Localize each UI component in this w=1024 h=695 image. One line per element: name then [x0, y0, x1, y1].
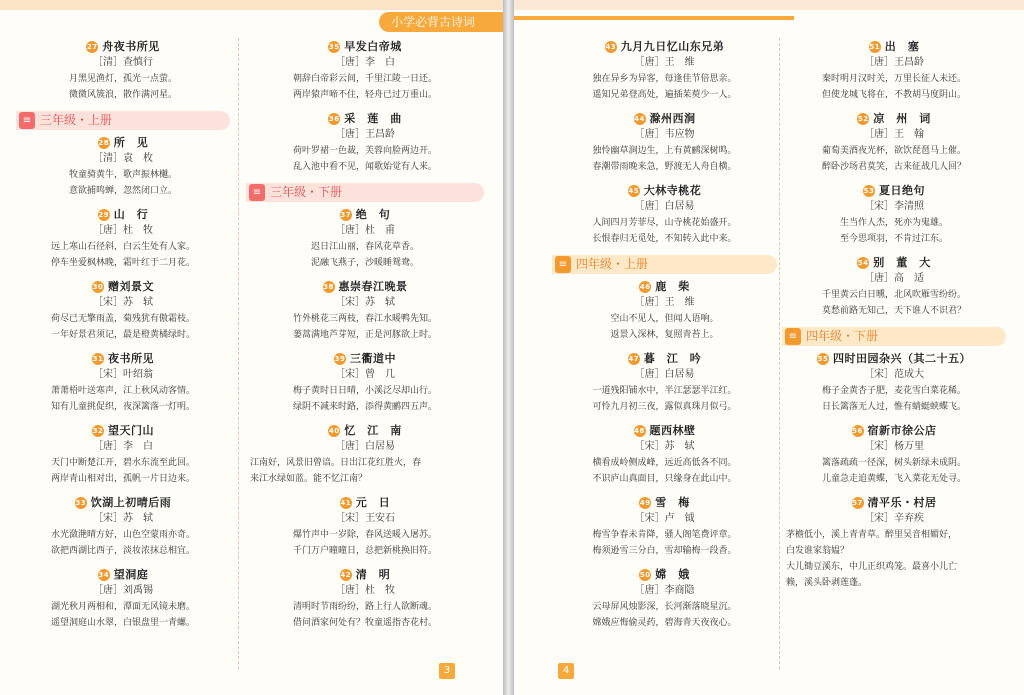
- poem-author: ［唐］王 维: [634, 57, 695, 68]
- poem-title: [782, 350, 1006, 367]
- poem-number-badge: 31: [92, 355, 104, 363]
- poem-title-text: 大林寺桃花: [643, 184, 702, 197]
- poem-title-text: 清 明: [355, 568, 391, 581]
- column-divider: [779, 38, 780, 669]
- poem-entry: [782, 350, 1006, 415]
- grade-label: 四年级・下册: [806, 329, 879, 343]
- poem-author: ［唐］白居易: [634, 369, 695, 380]
- poem-number-badge: 48: [634, 427, 645, 435]
- poem-line: 梅雪争春未肯降，骚人阁笔费评章。: [592, 530, 737, 540]
- poem-number-badge: 51: [869, 43, 881, 51]
- book-icon: ≡: [249, 184, 265, 201]
- poem-line: 两岸青山相对出，孤帆一片日边来。: [50, 474, 195, 484]
- poem-line: 意欲捕鸣蝉，忽然闭口立。: [68, 186, 177, 196]
- poem-title: [16, 566, 230, 583]
- poem-line: 生当作人杰，死亦为鬼雄。: [839, 218, 948, 228]
- poem-title: [246, 566, 484, 583]
- grade-label: 四年级・上册: [576, 257, 649, 271]
- poem-author: ［唐］杜 甫: [335, 225, 395, 236]
- poem-author: ［唐］李 白: [335, 57, 395, 68]
- poem-title: [782, 422, 1006, 439]
- poem-entry: [246, 494, 484, 559]
- poem-line: 清明时节雨纷纷，路上行人欲断魂。: [292, 602, 437, 612]
- poem-title: [16, 134, 230, 151]
- poem-line: 江南好，风景旧曾谙。日出江花红胜火，春: [250, 458, 422, 468]
- grade-heading: [552, 255, 777, 274]
- poem-line: 欲把西湖比西子，淡妆浓抹总相宜。: [50, 546, 195, 556]
- poem-entry: [246, 38, 484, 103]
- grade-label: 三年级・上册: [40, 113, 113, 127]
- poem-author: ［唐］韦应物: [634, 129, 695, 140]
- poem-line: 月黑见渔灯，孤光一点萤。: [68, 74, 177, 84]
- book-gutter: [503, 0, 514, 695]
- poem-line: 独怜幽草涧边生，上有黄鹂深树鸣。: [592, 146, 737, 156]
- poem-author: ［宋］苏 轼: [634, 441, 695, 452]
- poem-title: [16, 38, 230, 55]
- grade-heading: [16, 111, 230, 130]
- poem-title-text: 夜书所见: [108, 352, 154, 365]
- poem-entry: [16, 350, 230, 415]
- poem-line: 千门万户曈曈日，总把新桃换旧符。: [292, 546, 437, 556]
- poem-number-badge: 33: [75, 499, 87, 507]
- poem-line: 水光潋滟晴方好，山色空蒙雨亦奇。: [50, 530, 195, 540]
- poem-entry: [246, 206, 484, 271]
- poem-title-text: 鹿 柴: [655, 280, 690, 293]
- poem-number-badge: 45: [628, 187, 640, 195]
- poem-author: ［宋］苏 轼: [335, 297, 395, 308]
- poem-title-text: 所 见: [113, 136, 149, 149]
- poem-line: 横看成岭侧成峰，远近高低各不同。: [592, 458, 737, 468]
- left-page: [0, 0, 503, 695]
- poem-line: 赖，溪头卧剥莲蓬。: [786, 578, 868, 588]
- poem-entry: [16, 422, 230, 487]
- poem-title: [246, 278, 484, 295]
- poem-line: 梅子黄时日日晴，小溪泛尽却山行。: [292, 386, 437, 396]
- poem-title-text: 元 日: [355, 496, 391, 509]
- poem-line: 梅子金黄杏子肥，麦花雪白菜花稀。: [821, 386, 966, 396]
- poem-author: ［唐］王 翰: [864, 129, 924, 140]
- book-icon: ≡: [785, 328, 801, 345]
- page-number: 3: [439, 663, 455, 679]
- poem-title: [782, 110, 1006, 127]
- poem-entry: [16, 206, 230, 271]
- poem-number-badge: 57: [852, 499, 863, 507]
- poem-author: ［唐］王昌龄: [864, 57, 924, 68]
- poem-line: 人间四月芳菲尽，山寺桃花始盛开。: [592, 218, 737, 228]
- poem-title: [552, 566, 777, 583]
- poem-title: [16, 206, 230, 223]
- poem-line: 泥融飞燕子，沙暖睡鸳鸯。: [310, 258, 419, 268]
- poem-title: [246, 422, 484, 439]
- poem-line: 日长篱落无人过，惟有蜻蜓蛱蝶飞。: [821, 402, 966, 412]
- poem-number-badge: 36: [328, 115, 340, 123]
- poem-entry: [782, 38, 1006, 103]
- poem-title-text: 嫦 娥: [655, 568, 690, 581]
- poem-entry: [552, 566, 777, 631]
- poem-title-text: 别 董 大: [873, 256, 931, 269]
- poem-title-text: 夏日绝句: [879, 184, 925, 197]
- poem-entry: [782, 422, 1006, 487]
- book-icon: ≡: [19, 112, 35, 129]
- poem-title: [16, 278, 230, 295]
- poem-line: 长恨春归无觅处，不知转入此中来。: [592, 234, 737, 244]
- poem-line: 天门中断楚江开，碧水东流至此回。: [50, 458, 195, 468]
- poem-line: 爆竹声中一岁除，春风送暖入屠苏。: [292, 530, 437, 540]
- poem-title: [246, 110, 484, 127]
- poem-title: [16, 350, 230, 367]
- poem-number-badge: 32: [92, 427, 104, 435]
- poem-number-badge: 55: [817, 355, 829, 363]
- poem-entry: [246, 278, 484, 343]
- poem-line: 迟日江山丽，春风花草香。: [310, 242, 419, 252]
- poem-line: 白发谁家翁媪？: [786, 546, 850, 556]
- poem-entry: [16, 494, 230, 559]
- poem-entry: [782, 110, 1006, 175]
- poem-number-badge: 46: [639, 283, 651, 291]
- poem-author: ［唐］杜 牧: [93, 225, 153, 236]
- poem-author: ［唐］王 维: [634, 297, 695, 308]
- poem-entry: [782, 182, 1006, 247]
- poem-title: [782, 182, 1006, 199]
- poem-title-text: 三衢道中: [350, 352, 396, 365]
- poem-number-badge: 56: [852, 427, 863, 435]
- poem-line: 微微风簇浪，散作满河星。: [68, 90, 177, 100]
- poem-number-badge: 52: [857, 115, 869, 123]
- page-number: 4: [558, 663, 574, 679]
- poem-author: ［唐］王昌龄: [335, 129, 395, 140]
- poem-title-text: 采 莲 曲: [344, 112, 402, 125]
- poem-author: ［唐］杜 牧: [335, 585, 395, 596]
- poem-author: ［宋］王安石: [335, 513, 395, 524]
- poem-entry: [552, 350, 777, 415]
- poem-number-badge: 41: [340, 499, 352, 507]
- series-title-tab: 小学必背古诗词: [379, 12, 503, 32]
- poem-line: 葡萄美酒夜光杯，欲饮琵琶马上催。: [821, 146, 966, 156]
- poem-line: 荷叶罗裙一色裁，芙蓉向脸两边开。: [292, 146, 437, 156]
- poem-line: 遥望洞庭山水翠，白银盘里一青螺。: [50, 618, 195, 628]
- poem-title: [552, 494, 777, 511]
- poem-number-badge: 40: [328, 427, 340, 435]
- poem-entry: [552, 38, 777, 103]
- poem-entry: [16, 38, 230, 103]
- poem-line: 但使龙城飞将在，不教胡马度阴山。: [821, 90, 966, 100]
- poem-entry: [246, 110, 484, 175]
- poem-entry: [782, 254, 1006, 319]
- poem-author: ［宋］卢 钺: [634, 513, 695, 524]
- poem-line: 来江水绿如蓝。能不忆江南？: [250, 474, 368, 484]
- poem-number-badge: 35: [328, 43, 340, 51]
- poem-author: ［宋］辛弃疾: [864, 513, 924, 524]
- accent-stripe: [514, 16, 794, 20]
- poem-title-text: 出 塞: [884, 40, 920, 53]
- poem-entry: [552, 494, 777, 559]
- poem-author: ［清］查慎行: [93, 57, 153, 68]
- poem-line: 蒌蒿满地芦芽短，正是河豚欲上时。: [292, 330, 437, 340]
- poem-line: 嫦娥应悔偷灵药，碧海青天夜夜心。: [592, 618, 737, 628]
- poem-number-badge: 49: [639, 499, 651, 507]
- poem-title-text: 清平乐・村居: [867, 496, 937, 509]
- grade-heading: [246, 183, 484, 202]
- poem-title: [552, 110, 777, 127]
- poem-line: 遥知兄弟登高处，遍插茱萸少一人。: [592, 90, 737, 100]
- poem-title-text: 九月九日忆山东兄弟: [620, 40, 725, 53]
- column-divider: [238, 38, 239, 669]
- poem-author: ［唐］李 白: [93, 441, 153, 452]
- poem-title-text: 饮湖上初晴后雨: [90, 496, 172, 509]
- poem-entry: [246, 566, 484, 631]
- poem-title: [246, 350, 484, 367]
- poem-title: [16, 494, 230, 511]
- poem-entry: [552, 278, 777, 343]
- poem-entry: [782, 494, 1006, 591]
- poem-author: ［宋］苏 轼: [93, 297, 153, 308]
- book-icon: ≡: [555, 256, 571, 273]
- poem-author: ［唐］白居易: [634, 201, 695, 212]
- poem-title: [782, 254, 1006, 271]
- poem-title-text: 忆 江 南: [344, 424, 402, 437]
- poem-title-text: 早发白帝城: [344, 40, 402, 53]
- poem-line: 茅檐低小，溪上青青草。醉里吴音相媚好，: [786, 530, 958, 540]
- poem-line: 可怜九月初三夜，露似真珠月似弓。: [592, 402, 737, 412]
- poem-title: [246, 38, 484, 55]
- poem-title-text: 四时田园杂兴（其二十五）: [833, 352, 971, 365]
- poem-entry: [552, 110, 777, 175]
- poem-title: [246, 494, 484, 511]
- poem-title-text: 凉 州 词: [873, 112, 931, 125]
- poem-number-badge: 43: [605, 43, 617, 51]
- poem-entry: [246, 422, 484, 487]
- poem-title-text: 雪 梅: [655, 496, 690, 509]
- poem-title-text: 惠崇春江晚景: [338, 280, 408, 293]
- poem-number-badge: 54: [857, 259, 869, 267]
- poem-title-text: 山 行: [113, 208, 149, 221]
- poem-line: 停车坐爱枫林晚，霜叶红于二月花。: [50, 258, 195, 268]
- poem-entry: [16, 278, 230, 343]
- poem-number-badge: 50: [639, 571, 651, 579]
- poem-author: ［宋］叶绍翁: [93, 369, 153, 380]
- poem-author: ［宋］范成大: [864, 369, 924, 380]
- poem-entry: [552, 182, 777, 247]
- poem-number-badge: 29: [98, 211, 110, 219]
- poem-title: [552, 422, 777, 439]
- poem-number-badge: 34: [98, 571, 110, 579]
- poem-line: 至今思项羽，不肯过江东。: [839, 234, 948, 244]
- poem-line: 儿童急走追黄蝶，飞入菜花无处寻。: [821, 474, 966, 484]
- poem-line: 千里黄云白日曛，北风吹雁雪纷纷。: [821, 290, 966, 300]
- poem-entry: [246, 350, 484, 415]
- poem-title: [552, 182, 777, 199]
- top-stripe: [0, 0, 503, 10]
- poem-title-text: 暮 江 吟: [643, 352, 702, 365]
- poem-line: 知有儿童挑促织，夜深篱落一灯明。: [50, 402, 195, 412]
- poem-entry: [552, 422, 777, 487]
- poem-number-badge: 28: [98, 139, 110, 147]
- poem-author: ［宋］苏 轼: [93, 513, 153, 524]
- poem-line: 云母屏风烛影深，长河渐落晓星沉。: [592, 602, 737, 612]
- poem-title-text: 题西林壁: [649, 424, 696, 437]
- right-page-column-1: [552, 38, 777, 638]
- poem-title-text: 滁州西涧: [649, 112, 696, 125]
- poem-line: 绿阴不减来时路，添得黄鹂四五声。: [292, 402, 437, 412]
- poem-title-text: 望洞庭: [113, 568, 149, 581]
- poem-line: 篱落疏疏一径深，树头新绿未成阴。: [821, 458, 966, 468]
- poem-number-badge: 27: [86, 43, 98, 51]
- poem-title-text: 绝 句: [355, 208, 391, 221]
- left-page-column-1: [16, 38, 230, 638]
- poem-line: 萧萧梧叶送寒声，江上秋风动客情。: [50, 386, 195, 396]
- poem-line: 一年好景君须记，最是橙黄橘绿时。: [50, 330, 195, 340]
- poem-line: 独在异乡为异客，每逢佳节倍思亲。: [592, 74, 737, 84]
- left-page-column-2: [246, 38, 484, 638]
- poem-author: ［宋］李清照: [864, 201, 924, 212]
- poem-line: 莫愁前路无知己，天下谁人不识君？: [821, 306, 966, 316]
- poem-title-text: 望天门山: [108, 424, 154, 437]
- poem-title: [16, 422, 230, 439]
- poem-number-badge: 53: [863, 187, 875, 195]
- top-stripe: [514, 0, 1024, 10]
- poem-entry: [16, 134, 230, 199]
- right-page-column-2: [782, 38, 1006, 598]
- poem-line: 一道残阳铺水中，半江瑟瑟半江红。: [592, 386, 737, 396]
- poem-number-badge: 42: [340, 571, 352, 579]
- poem-title: [246, 206, 484, 223]
- poem-number-badge: 44: [634, 115, 645, 123]
- poem-title: [782, 38, 1006, 55]
- poem-line: 空山不见人，但闻人语响。: [610, 314, 719, 324]
- poem-author: ［清］袁 枚: [93, 153, 153, 164]
- poem-number-badge: 47: [628, 355, 640, 363]
- poem-title-text: 宿新市徐公店: [867, 424, 937, 437]
- poem-line: 梅须逊雪三分白，雪却输梅一段香。: [592, 546, 737, 556]
- poem-author: ［宋］杨万里: [864, 441, 924, 452]
- poem-line: 湖光秋月两相和，潭面无风镜未磨。: [50, 602, 195, 612]
- poem-line: 醉卧沙场君莫笑，古来征战几人回？: [821, 162, 966, 172]
- poem-line: 朝辞白帝彩云间，千里江陵一日还。: [292, 74, 437, 84]
- poem-line: 牧童骑黄牛，歌声振林樾。: [68, 170, 177, 180]
- poem-line: 春潮带雨晚来急，野渡无人舟自横。: [592, 162, 737, 172]
- poem-line: 两岸猿声啼不住，轻舟已过万重山。: [292, 90, 437, 100]
- poem-number-badge: 37: [340, 211, 352, 219]
- poem-title: [552, 278, 777, 295]
- poem-line: 荷尽已无擎雨盖，菊残犹有傲霜枝。: [50, 314, 195, 324]
- poem-line: 不识庐山真面目，只缘身在此山中。: [592, 474, 737, 484]
- poem-title: [552, 38, 777, 55]
- poem-line: 大儿锄豆溪东，中儿正织鸡笼。最喜小儿亡: [786, 562, 958, 572]
- right-page: [514, 0, 1024, 695]
- poem-author: ［唐］刘禹锡: [93, 585, 153, 596]
- poem-author: ［宋］曾 几: [335, 369, 395, 380]
- poem-entry: [16, 566, 230, 631]
- poem-title-text: 舟夜书所见: [102, 40, 160, 53]
- poem-line: 借问酒家何处有？牧童遥指杏花村。: [292, 618, 437, 628]
- poem-number-badge: 30: [92, 283, 104, 291]
- poem-number-badge: 38: [323, 283, 334, 291]
- poem-author: ［唐］高 适: [864, 273, 924, 284]
- poem-author: ［唐］白居易: [335, 441, 395, 452]
- poem-line: 远上寒山石径斜，白云生处有人家。: [50, 242, 195, 252]
- poem-title-text: 赠刘景文: [108, 280, 154, 293]
- poem-line: 秦时明月汉时关，万里长征人未还。: [821, 74, 966, 84]
- poem-line: 乱入池中看不见，闻歌始觉有人来。: [292, 162, 437, 172]
- poem-number-badge: 39: [334, 355, 346, 363]
- poem-line: 返景入深林，复照青苔上。: [610, 330, 719, 340]
- poem-author: ［唐］李商隐: [634, 585, 695, 596]
- poem-title: [782, 494, 1006, 511]
- grade-label: 三年级・下册: [270, 185, 343, 199]
- grade-heading: [782, 327, 1006, 346]
- poem-line: 竹外桃花三两枝，春江水暖鸭先知。: [292, 314, 437, 324]
- poem-title: [552, 350, 777, 367]
